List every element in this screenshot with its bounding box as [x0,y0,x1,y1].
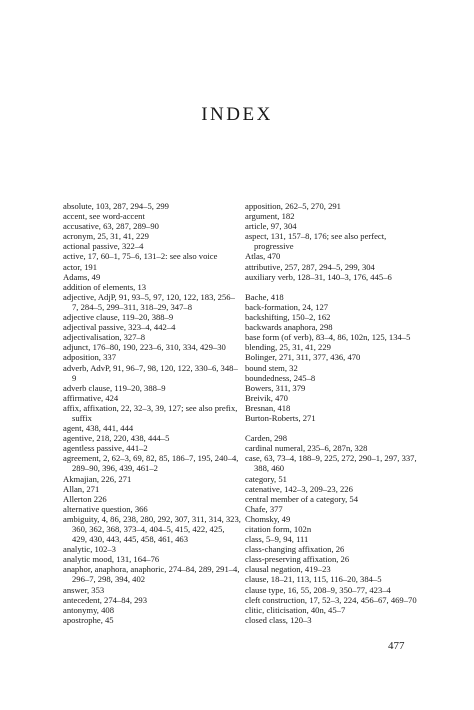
index-entry: Breivik, 470 [245,392,288,403]
index-entry: adjectival passive, 323–4, 442–4 [63,322,176,333]
index-entry: Akmajian, 226, 271 [63,473,132,484]
index-entry: argument, 182 [245,211,295,222]
index-entry: closed class, 120–3 [245,614,312,625]
index-entry: Bache, 418 [245,291,284,302]
index-entry: back-formation, 24, 127 [245,301,329,312]
page-number: 477 [388,640,405,652]
index-entry: Atlas, 470 [245,251,281,262]
index-entry: central member of a category, 54 [245,493,359,504]
index-entry: auxiliary verb, 128–31, 140–3, 176, 445–6 [245,271,392,282]
index-entry: anaphor, anaphora, anaphoric, 274–84, 289, 291–4, 296–7, 298, 394, 402 [63,564,240,585]
index-entry: catenative, 142–3, 209–23, 226 [245,483,353,494]
index-entry: adverb clause, 119–20, 388–9 [63,382,166,393]
index-entry: antecedent, 274–84, 293 [63,594,148,605]
index-entry: class-preserving affixation, 26 [245,554,350,565]
index-entry: agreement, 2, 62–3, 69, 82, 85, 186–7, 195, 240–4, 289–90, 396, 439, 461–2 [63,453,239,474]
index-entry: adposition, 337 [63,352,116,363]
index-column-left [63,201,241,625]
index-entry: analytic mood, 131, 164–76 [63,554,160,565]
index-entry: Bowers, 311, 379 [245,382,306,393]
index-entry: category, 51 [245,473,287,484]
index-entry: aspect, 131, 157–8, 176; see also perfect, progressive [245,231,387,252]
index-entry: clause, 18–21, 113, 115, 116–20, 384–5 [245,574,382,585]
index-entry: bound stem, 32 [245,362,298,373]
index-entry: alternative question, 366 [63,503,148,514]
index-title: INDEX [201,104,273,125]
index-entry: answer, 353 [63,584,105,595]
index-entry: Adams, 49 [63,271,101,282]
index-entry: accent, see word-accent [63,211,145,222]
index-entry: analytic, 102–3 [63,544,116,555]
index-entry: cardinal numeral, 235–6, 287n, 328 [245,443,368,454]
index-entry: Chafe, 377 [245,503,283,514]
index-entry: apposition, 262–5, 270, 291 [245,201,341,211]
index-entry: Allerton 226 [63,493,107,504]
index-entry: class-changing affixation, 26 [245,544,345,555]
index-entry: Allan, 271 [63,483,100,494]
index-entry: affirmative, 424 [63,392,119,403]
index-entry: absolute, 103, 287, 294–5, 299 [63,201,169,211]
index-entry: adjective clause, 119–20, 388–9 [63,312,174,323]
index-column-right [245,201,423,625]
index-entry: article, 97, 304 [245,221,297,232]
index-entry: agent, 438, 441, 444 [63,423,134,434]
index-entry: boundedness, 245–8 [245,372,316,383]
index-entry: agentless passive, 441–2 [63,443,148,454]
index-entry: cleft construction, 17, 52–3, 224, 456–67, 469–70 [245,594,417,605]
index-entry: active, 17, 60–1, 75–6, 131–2: see also voice [63,251,218,262]
index-entry: clause type, 16, 55, 208–9, 350–77, 423–4 [245,584,391,595]
index-entry: actional passive, 322–4 [63,241,144,252]
index-entry: Chomsky, 49 [245,513,291,524]
index-entry: clitic, cliticisation, 40n, 45–7 [245,604,346,615]
index-entry: adjunct, 176–80, 190, 223–6, 310, 334, 429–30 [63,342,226,353]
index-entry: citation form, 102n [245,524,312,534]
index-entry: antonymy, 408 [63,604,114,615]
index-entry: acronym, 25, 31, 41, 229 [63,231,149,242]
index-entry: Carden, 298 [245,433,288,444]
index-entry: Burton-Roberts, 271 [245,412,316,423]
index-entry: affix, affixation, 22, 32–3, 39, 127; see also prefix, suffix [63,402,238,423]
index-entry: backwards anaphora, 298 [245,322,333,333]
section-gap [245,282,423,292]
index-entry: backshifting, 150–2, 162 [245,312,331,323]
section-gap [245,423,423,433]
index-entry: Bolinger, 271, 311, 377, 436, 470 [245,352,361,363]
index-entry: base form (of verb), 83–4, 86, 102n, 125, 134–5 [245,332,411,343]
index-entry: clausal negation, 419–23 [245,564,331,575]
index-entry: accusative, 63, 287, 289–90 [63,221,159,232]
index-entry: case, 63, 73–4, 188–9, 225, 272, 290–1, 297, 337, 388, 460 [245,453,417,474]
index-entry: blending, 25, 31, 41, 229 [245,342,331,353]
index-entry: actor, 191 [63,261,98,272]
index-entry: ambiguity, 4, 86, 238, 280, 292, 307, 311, 314, 323, 360, 362, 368, 373–4, 404–5, 415, 422, 425, 429, 430, 443, 445, 458, 461, 463 [63,513,241,545]
index-entry: class, 5–9, 94, 111 [245,534,309,545]
index-entry: adjective, AdjP, 91, 93–5, 97, 120, 122, 183, 256–7, 284–5, 299–311, 318–29, 347–8 [63,291,235,312]
index-entry: addition of elements, 13 [63,281,147,292]
index-entry: adverb, AdvP, 91, 96–7, 98, 120, 122, 330–6, 348–9 [63,362,238,383]
index-entry: Bresnan, 418 [245,402,291,413]
index-entry: adjectivalisation, 327–8 [63,332,146,343]
index-entry: agentive, 218, 220, 438, 444–5 [63,433,170,444]
index-entry: apostrophe, 45 [63,614,114,625]
index-entry: attributive, 257, 287, 294–5, 299, 304 [245,261,375,272]
